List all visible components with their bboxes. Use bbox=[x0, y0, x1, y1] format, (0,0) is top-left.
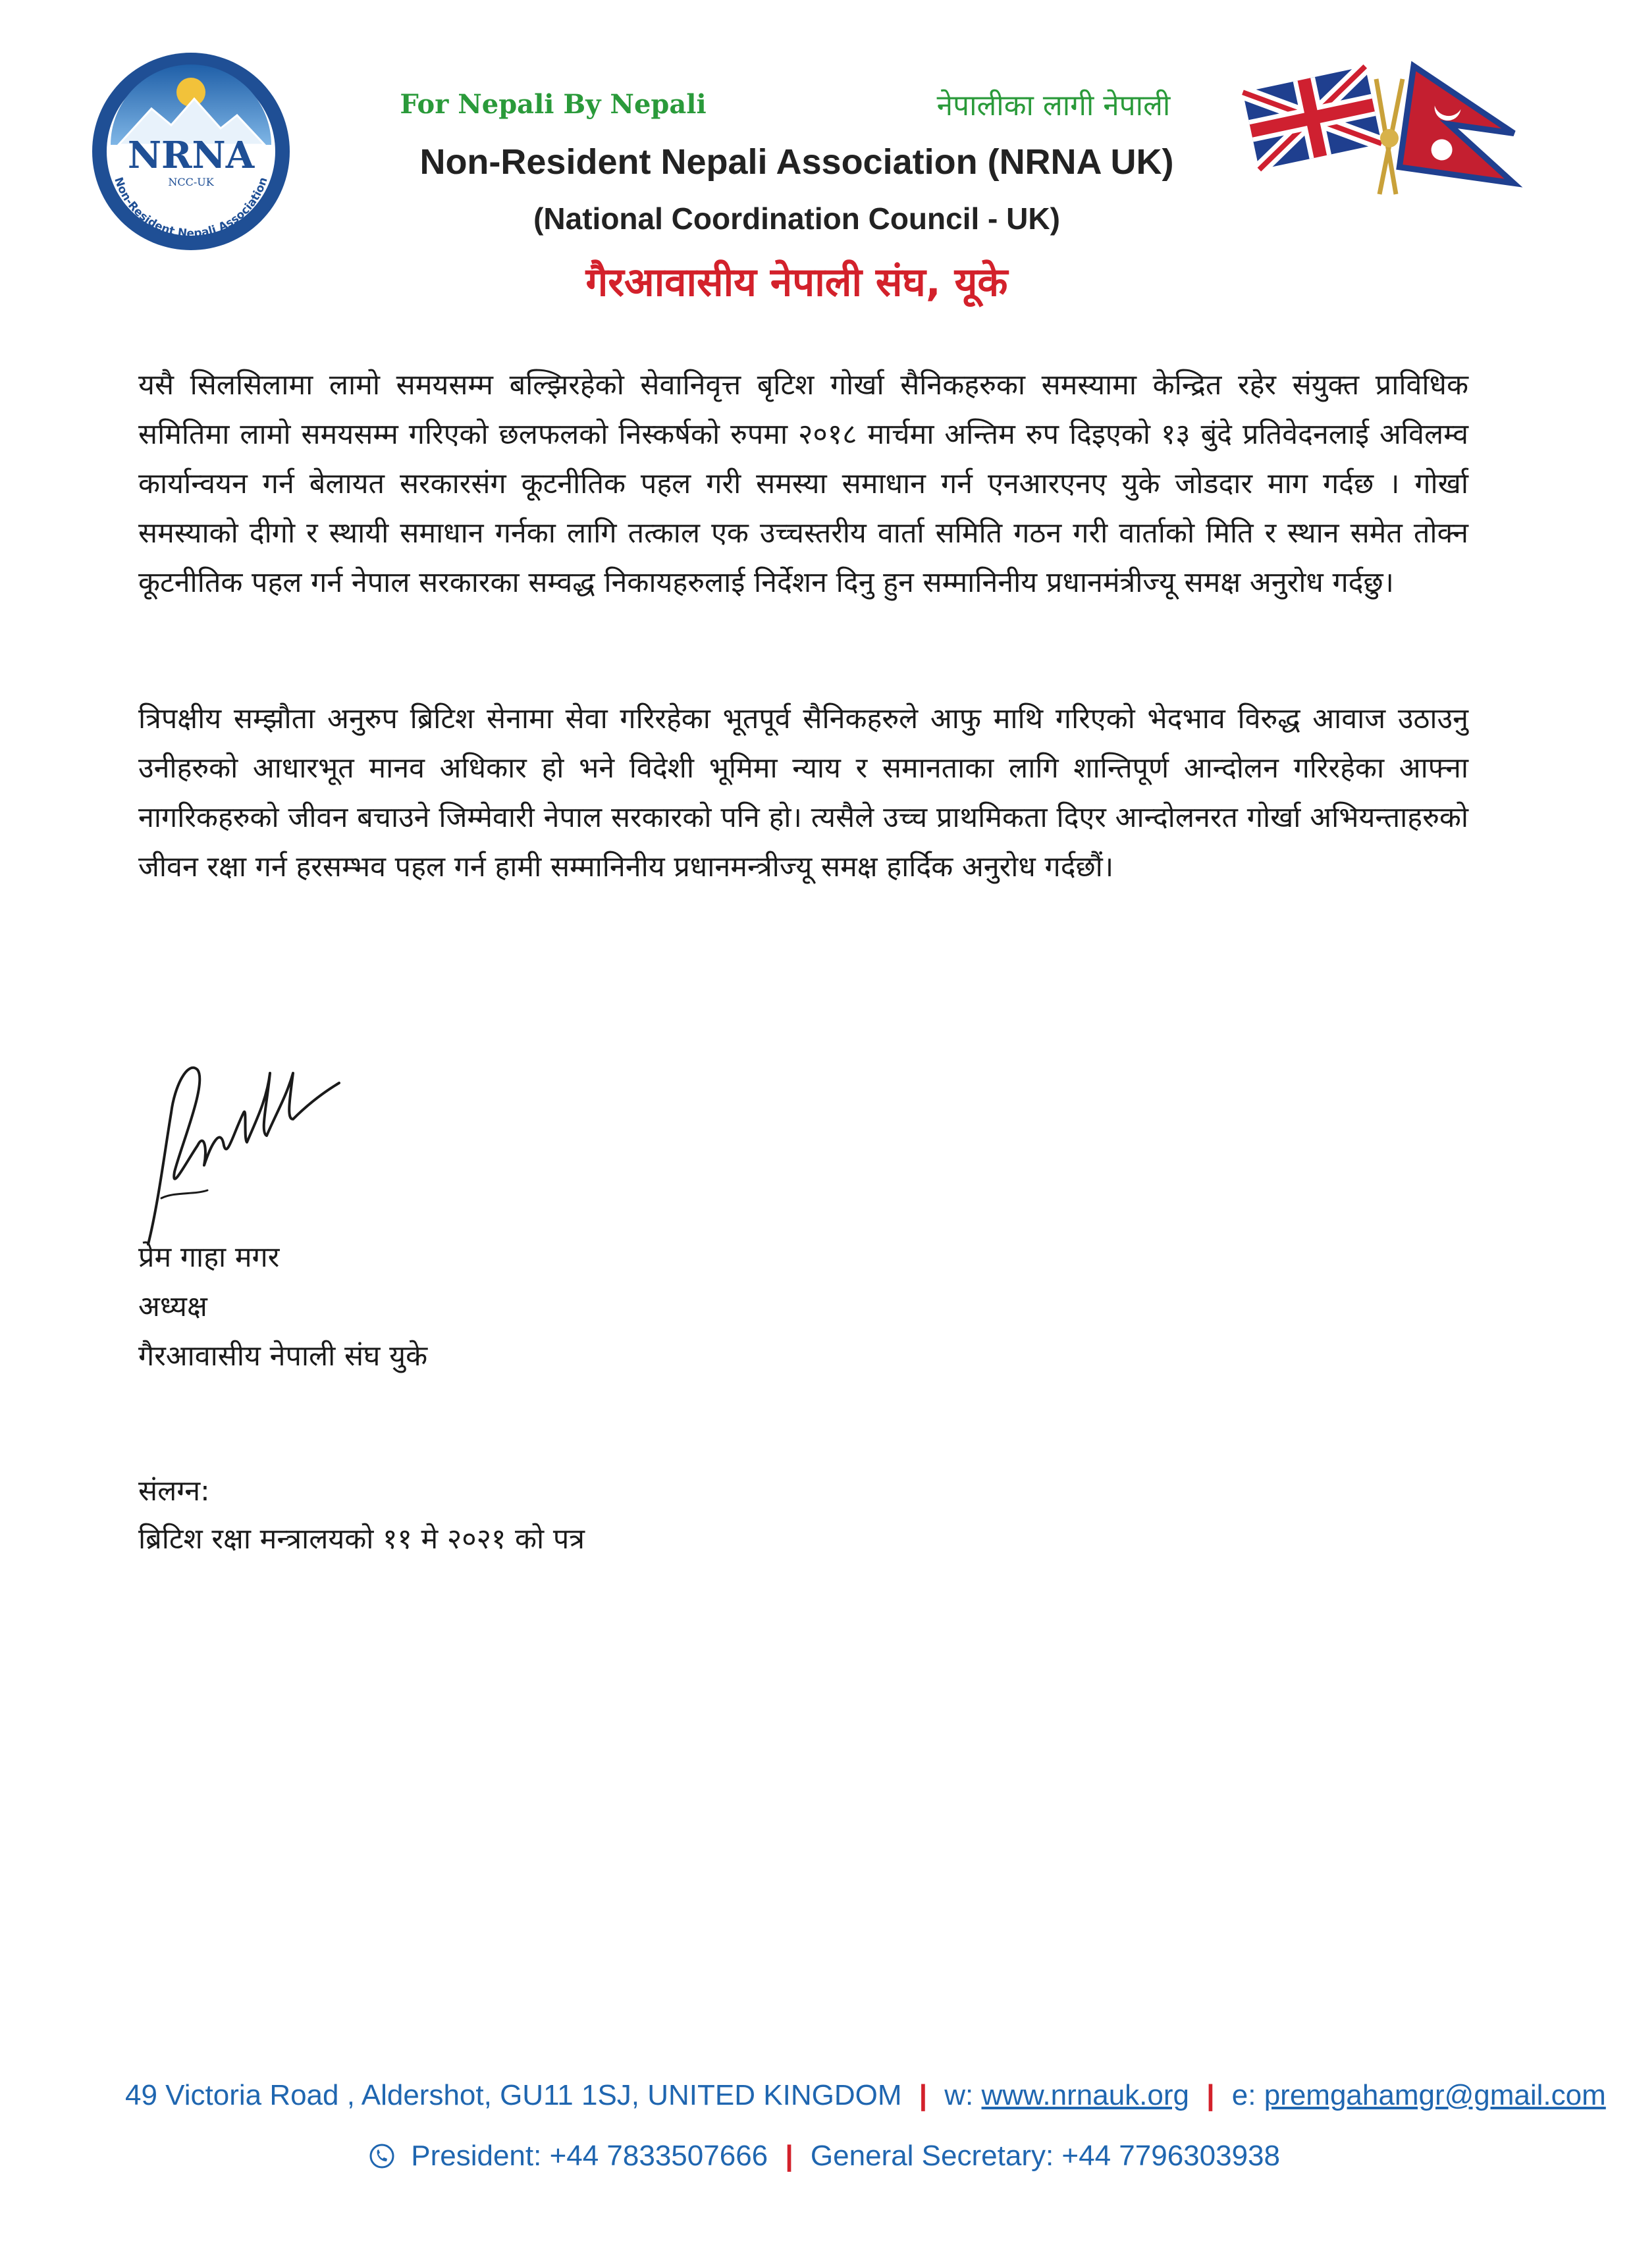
logo-subtext: NCC-UK bbox=[168, 176, 214, 188]
body-paragraph-2: त्रिपक्षीय सम्झौता अनुरुप ब्रिटिश सेनामा सेवा गरिरहेका भूतपूर्व सैनिकहरुले आफु माथि गरिएको भेदभाव विरुद्ध आवाज उठाउनु उनीहरुको आधारभूत मानव अधिकार हो भने विदेशी भूमिमा न्याय र समानताका लागि शान्तिपूर्ण आन्दोलन गरिरहेका आफ्ना नागरिकहरुको जीवन बचाउने जिम्मेवारी नेपाल सरकारको पनि हो। त्यसैले उच्च प्राथमिकता दिएर आन्दोलनरत गोर्खा अभियन्ताहरुको जीवन रक्षा गर्न हरसम्भव पहल गर्न हामी सम्मानिनीय प्रधानमन्त्रीज्यू समक्ष हार्दिक अनुरोध गर्दछौं। bbox=[138, 702, 1468, 883]
attachment-label: संलग्न: bbox=[138, 1475, 210, 1508]
footer-website-link[interactable]: www.nrnauk.org bbox=[981, 2079, 1189, 2111]
signer-name: प्रेम गाहा मगर bbox=[138, 1241, 280, 1274]
organization-name-nepali: गैरआवासीय नेपाली संघ, यूके bbox=[585, 259, 1008, 305]
footer-separator: | bbox=[1206, 2079, 1215, 2111]
logo-text: NRNA bbox=[127, 134, 255, 177]
footer-separator: | bbox=[785, 2140, 793, 2172]
signer-title: अध्यक्ष bbox=[138, 1290, 207, 1323]
crossed-flags-icon bbox=[1238, 53, 1547, 204]
footer-web-label: w: bbox=[944, 2079, 974, 2111]
signer-organization: गैरआवासीय नेपाली संघ युके bbox=[138, 1340, 428, 1373]
footer-phone-line bbox=[369, 2140, 1356, 2173]
tagline-nepali: नेपालीका लागी नेपाली bbox=[936, 89, 1171, 122]
tagline-english: For Nepali By Nepali bbox=[400, 89, 707, 120]
footer-contact-line bbox=[125, 2079, 1606, 2112]
footer-email-link[interactable]: premgahamgr@gmail.com bbox=[1264, 2079, 1606, 2111]
organization-council: (National Coordination Council - UK) bbox=[533, 201, 1060, 236]
footer-address: 49 Victoria Road , Aldershot, GU11 1SJ, UNITED KINGDOM bbox=[125, 2079, 902, 2111]
phone-icon bbox=[369, 2143, 395, 2169]
body-paragraph-1: यसै सिलसिलामा लामो समयसम्म बल्झिरहेको सेवानिवृत्त बृटिश गोर्खा सैनिकहरुका समस्यामा केन्द्रित रहेर संयुक्त प्राविधिक समितिमा लामो समयसम्म गरिएको छलफलको निस्कर्षको रुपमा २०१८ मार्चमा अन्तिम रुप दिइएको १३ बुंदे प्रतिवेदनलाई अविलम्व कार्यान्वयन गर्न बेलायत सरकारसंग कूटनीतिक पहल गरी समस्या समाधान गर्न एनआरएनए युके जोडदार माग गर्दछ । गोर्खा समस्याको दीगो र स्थायी समाधान गर्नका लागि तत्काल एक उच्चस्तरीय वार्ता समिति गठन गरी वार्ताको मिति र स्थान समेत तोक्न कूटनीतिक पहल गर्न नेपाल सरकारका सम्वद्ध निकायहरुलाई निर्देशन दिनु हुन सम्मानिनीय प्रधानमंत्रीज्यू समक्ष अनुरोध गर्दछु। bbox=[138, 369, 1468, 599]
nrna-logo bbox=[86, 46, 296, 257]
logo-ring-text: Non-Resident Nepali Association bbox=[111, 175, 271, 241]
footer-general-secretary-phone[interactable]: General Secretary: +44 7796303938 bbox=[810, 2140, 1280, 2172]
footer-separator: | bbox=[919, 2079, 928, 2111]
footer-email-label: e: bbox=[1231, 2079, 1256, 2111]
footer-president-phone[interactable]: President: +44 7833507666 bbox=[411, 2140, 768, 2172]
organization-name: Non-Resident Nepali Association (NRNA UK) bbox=[419, 142, 1174, 182]
handwritten-signature bbox=[135, 1034, 346, 1251]
attachment-item: ब्रिटिश रक्षा मन्त्रालयको ११ मे २०२१ को पत्र bbox=[138, 1523, 585, 1556]
